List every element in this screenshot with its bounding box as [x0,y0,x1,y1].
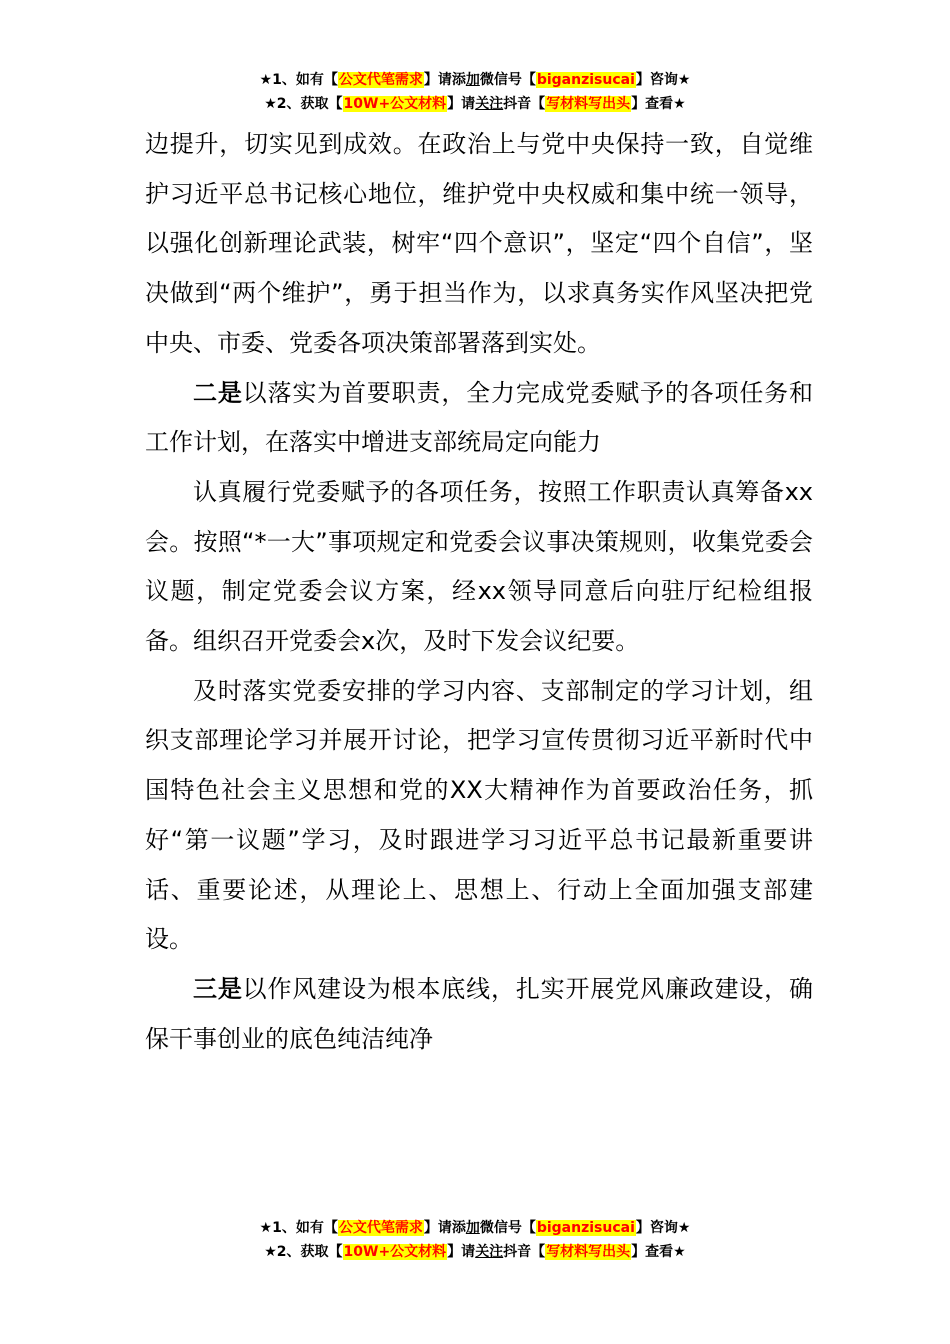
paragraph-3: 认真履行党委赋予的各项任务，按照工作职责认真筹备xx会。按照“*一大”事项规定和党委会议事决策规则，收集党委会议题，制定党委会议方案，经xx领导同意后向驻厅纪检组报备。组织召开党委会x次，及时下发会议纪要。 [145,477,813,656]
banner-underlined-text: 加 [465,1220,480,1236]
banner-text: 抖音【 [503,1244,546,1260]
heading-lead: 二是 [193,378,243,407]
banner-text: 】咨询★ [635,1220,691,1236]
banner-highlight: 10W+公文材料 [343,1244,447,1260]
banner-douyin-account: 写材料写出头 [546,96,631,112]
banner-text: 微信号【 [479,1220,536,1236]
banner-highlight: 10W+公文材料 [343,96,447,112]
banner-wechat-id: biganzisucai [536,1220,635,1236]
banner-text: 】请 [447,96,476,112]
banner-text: ★2、获取【 [264,96,343,112]
footer-banner [0,1216,950,1264]
document-body [145,120,813,1064]
paragraph-1: 边提升，切实见到成效。在政治上与党中央保持一致，自觉维护习近平总书记核心地位，维护党中央权威和集中统一领导，以强化创新理论武装，树牢“四个意识”，坚定“四个自信”，坚决做到“两个维护”，勇于担当作为，以求真务实作风坚决把党中央、市委、党委各项决策部署落到实处。 [145,130,813,357]
banner-douyin-account: 写材料写出头 [546,1244,631,1260]
header-banner [0,68,950,116]
banner-line-1 [0,68,950,92]
paragraph-2-heading [145,369,813,468]
banner-line-2 [0,1240,950,1264]
banner-text: ★1、如有【 [259,72,338,88]
banner-text: ★1、如有【 [259,1220,338,1236]
banner-text: ★2、获取【 [264,1244,343,1260]
heading-lead: 三是 [193,974,243,1003]
banner-text: 】查看★ [631,1244,686,1260]
banner-text: 】请添 [423,1220,466,1236]
banner-underlined-text: 加 [465,72,480,88]
paragraph-5-heading [145,965,813,1064]
banner-text: 】咨询★ [635,72,691,88]
banner-wechat-id: biganzisucai [536,72,635,88]
banner-highlight: 公文代笔需求 [338,72,423,88]
banner-text: 】查看★ [631,96,686,112]
heading-text: 以落实为首要职责，全力完成党委赋予的各项任务和工作计划，在落实中增进支部统局定向能力 [145,378,814,457]
banner-underlined-text: 关注 [475,1244,504,1260]
banner-highlight: 公文代笔需求 [338,1220,423,1236]
banner-line-1 [0,1216,950,1240]
banner-text: 】请添 [423,72,466,88]
banner-text: 抖音【 [503,96,546,112]
banner-underlined-text: 关注 [475,96,504,112]
paragraph-4: 及时落实党委安排的学习内容、支部制定的学习计划，组织支部理论学习并展开讨论，把学习宣传贯彻习近平新时代中国特色社会主义思想和党的XX大精神作为首要政治任务，抓好“第一议题”学习，及时跟进学习习近平总书记最新重要讲话、重要论述，从理论上、思想上、行动上全面加强支部建设。 [145,676,813,954]
banner-line-2 [0,92,950,116]
heading-text: 以作风建设为根本底线，扎实开展党风廉政建设，确保干事创业的底色纯洁纯净 [145,974,814,1053]
banner-text: 微信号【 [479,72,536,88]
banner-text: 】请 [447,1244,476,1260]
